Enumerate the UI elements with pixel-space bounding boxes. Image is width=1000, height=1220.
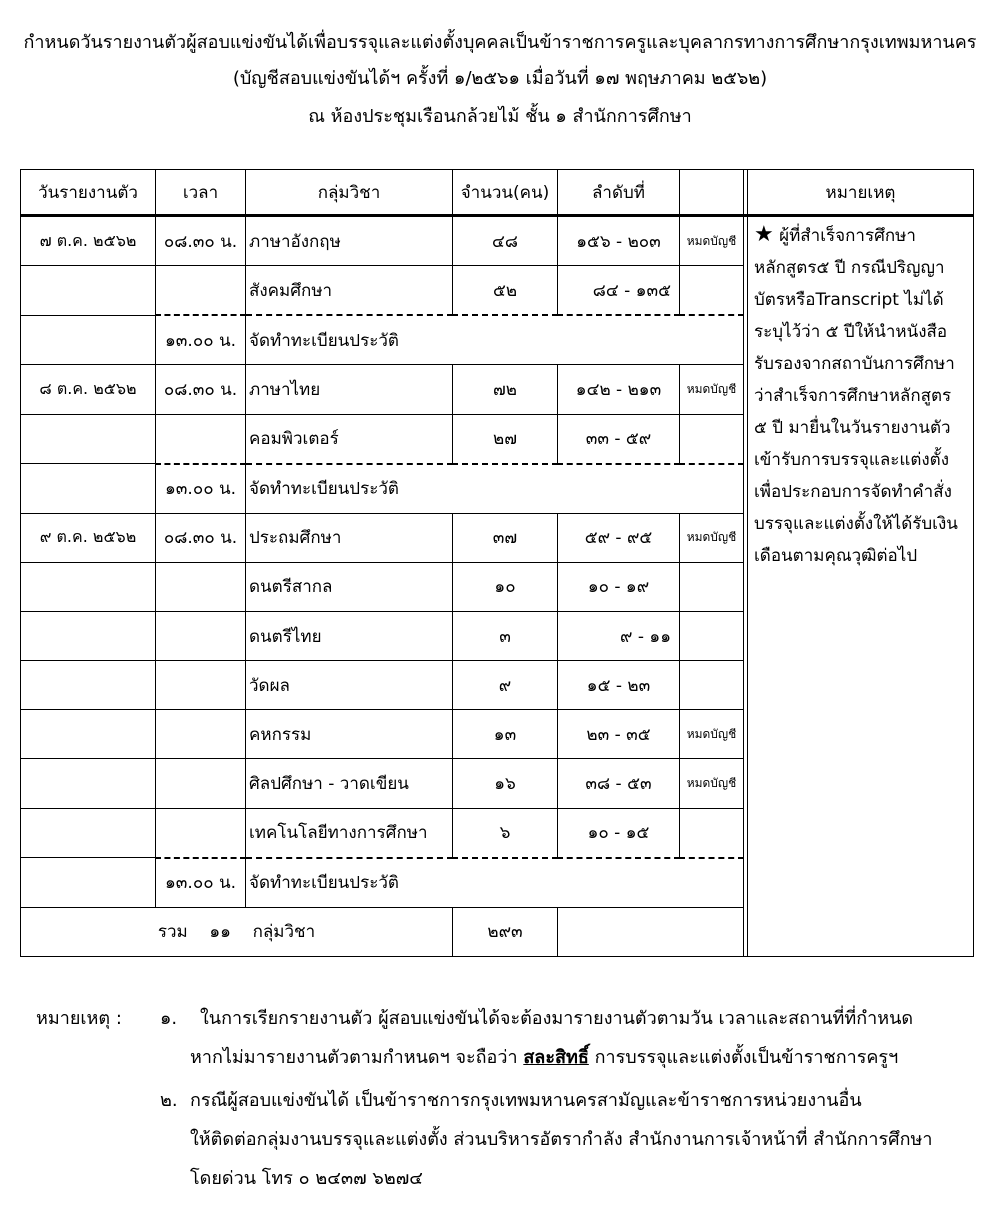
afternoon-activity: จัดทำทะเบียนประวัติ — [246, 315, 744, 365]
report-time: ๐๘.๓๐ น. — [156, 216, 246, 266]
report-date: ๘ ต.ค. ๒๕๖๒ — [21, 365, 156, 414]
subject-name: วัดผล — [246, 661, 453, 710]
footnote-label: หมายเหตุ : — [36, 1008, 122, 1029]
rank-range: ๑๕๖ - ๒๐๓ — [558, 216, 680, 266]
rank-range: ๑๐ - ๑๙ — [558, 562, 680, 611]
col-header-date: วันรายงานตัว — [21, 170, 156, 216]
rank-range: ๙ - ๑๑ — [558, 612, 680, 661]
candidate-count: ๑๖ — [453, 759, 558, 808]
title-line-3: ณ ห้องประชุมเรือนกล้วยไม้ ชั้น ๑ สำนักการศึกษา — [308, 106, 692, 127]
candidate-count: ๑๓ — [453, 710, 558, 759]
report-date: ๗ ต.ค. ๒๕๖๒ — [21, 216, 156, 266]
list-exhausted-remark — [680, 414, 744, 464]
subject-name: ภาษาไทย — [246, 365, 453, 414]
subject-name: ศิลปศึกษา - วาดเขียน — [246, 759, 453, 808]
candidate-count: ๑๐ — [453, 562, 558, 611]
footnote-1-line-2 — [190, 1045, 898, 1071]
col-header-time: เวลา — [156, 170, 246, 216]
footnote-1-text-a: หากไม่มารายงานตัวตามกำหนดฯ จะถือว่า — [190, 1047, 518, 1068]
total-blank — [558, 907, 974, 956]
note-cell — [748, 216, 974, 957]
list-exhausted-remark — [680, 562, 744, 611]
footnote-2-number: ๒. — [160, 1090, 178, 1111]
footnote-2-line-2: ให้ติดต่อกลุ่มงานบรรจุและแต่งตั้ง ส่วนบริหารอัตรากำลัง สำนักงานการเจ้าหน้าที่ สำนักการศึกษา — [190, 1129, 933, 1150]
rank-range: ๑๐ - ๑๕ — [558, 808, 680, 858]
subject-name: ประถมศึกษา — [246, 513, 453, 562]
candidate-count: ๗๒ — [453, 365, 558, 414]
report-time: ๐๘.๓๐ น. — [156, 513, 246, 562]
list-exhausted-remark: หมดบัญชี — [680, 365, 744, 414]
title-line-2: (บัญชีสอบแข่งขันได้ฯ ครั้งที่ ๑/๒๕๖๑ เมื่อวันที่ ๑๗ พฤษภาคม ๒๕๖๒) — [232, 68, 768, 89]
report-date: ๙ ต.ค. ๒๕๖๒ — [21, 513, 156, 562]
total-sum-label: รวม — [157, 922, 188, 943]
col-header-count: จำนวน(คน) — [453, 170, 558, 216]
note-text: ผู้ที่สำเร็จการศึกษาหลักสูตร๕ ปี กรณีปริญญาบัตรหรือTranscript ไม่ได้ระบุไว้ว่า ๕ ปีให้นำหนังสือรับรองจากสถาบันการศึกษาว่าสำเร็จการศึกษาหลักสูตร ๕ ปี มายื่นในวันรายงานตัวเข้ารับการบรรจุและแต่งตั้งเพื่อประกอบการจัดทำคำสั่งบรรจุและแต่งตั้งให้ได้รับเงินเดือนตามคุณวุฒิต่อไป — [754, 226, 958, 566]
candidate-count: ๓๗ — [453, 513, 558, 562]
subject-name: เทคโนโลยีทางการศึกษา — [246, 808, 453, 858]
star-icon: ★ — [754, 222, 774, 247]
afternoon-activity: จัดทำทะเบียนประวัติ — [246, 858, 744, 908]
col-header-range: ลำดับที่ — [558, 170, 680, 216]
candidate-count: ๒๗ — [453, 414, 558, 464]
total-count: ๒๙๓ — [453, 907, 558, 956]
forfeit-emphasis: สละสิทธิ์ — [523, 1047, 589, 1068]
afternoon-time: ๑๓.๐๐ น. — [156, 464, 246, 514]
footnote-1-number: ๑. — [160, 1008, 178, 1029]
rank-range: ๑๕ - ๒๓ — [558, 661, 680, 710]
candidate-count: ๖ — [453, 808, 558, 858]
col-header-subject: กลุ่มวิชา — [246, 170, 453, 216]
footnote-1-text-c: การบรรจุและแต่งตั้งเป็นข้าราชการครูฯ — [594, 1047, 899, 1068]
list-exhausted-remark: หมดบัญชี — [680, 513, 744, 562]
total-label — [21, 907, 453, 956]
footnote-2-line-3: โดยด่วน โทร ๐ ๒๔๓๗ ๖๒๗๔ — [190, 1168, 423, 1189]
subject-name: ดนตรีไทย — [246, 612, 453, 661]
schedule-table — [20, 169, 974, 957]
list-exhausted-remark — [680, 808, 744, 858]
footnote-1-line-1: ในการเรียกรายงานตัว ผู้สอบแข่งขันได้จะต้องมารายงานตัวตามวัน เวลาและสถานที่ที่กำหนด — [200, 1008, 914, 1029]
afternoon-time: ๑๓.๐๐ น. — [156, 858, 246, 908]
afternoon-activity: จัดทำทะเบียนประวัติ — [246, 464, 744, 514]
total-group-count: ๑๑ — [209, 922, 231, 943]
subject-name: คหกรรม — [246, 710, 453, 759]
title-line-1: กำหนดวันรายงานตัวผู้สอบแข่งขันได้เพื่อบรรจุและแต่งตั้งบุคคลเป็นข้าราชการครูและบุคลากรทางการศึกษากรุงเทพมหานคร — [23, 32, 977, 53]
list-exhausted-remark: หมดบัญชี — [680, 710, 744, 759]
candidate-count: ๓ — [453, 612, 558, 661]
candidate-count: ๔๘ — [453, 216, 558, 266]
list-exhausted-remark — [680, 612, 744, 661]
subject-name: คอมพิวเตอร์ — [246, 414, 453, 464]
list-exhausted-remark — [680, 661, 744, 710]
table-row — [21, 216, 974, 266]
subject-name: สังคมศึกษา — [246, 266, 453, 316]
col-header-note: หมายเหตุ — [748, 170, 974, 216]
rank-range: ๕๙ - ๙๕ — [558, 513, 680, 562]
footnote-2-line-1: กรณีผู้สอบแข่งขันได้ เป็นข้าราชการกรุงเทพมหานครสามัญและข้าราชการหน่วยงานอื่น — [190, 1090, 862, 1111]
rank-range: ๑๔๒ - ๒๑๓ — [558, 365, 680, 414]
rank-range: ๒๓ - ๓๕ — [558, 710, 680, 759]
candidate-count: ๕๒ — [453, 266, 558, 316]
total-group-label: กลุ่มวิชา — [252, 922, 316, 943]
list-exhausted-remark: หมดบัญชี — [680, 216, 744, 266]
subject-name: ดนตรีสากล — [246, 562, 453, 611]
subject-name: ภาษาอังกฤษ — [246, 216, 453, 266]
report-time: ๐๘.๓๐ น. — [156, 365, 246, 414]
list-exhausted-remark: หมดบัญชี — [680, 759, 744, 808]
candidate-count: ๙ — [453, 661, 558, 710]
rank-range: ๘๔ - ๑๓๕ — [558, 266, 680, 316]
total-row — [21, 907, 974, 956]
afternoon-time: ๑๓.๐๐ น. — [156, 315, 246, 365]
rank-range: ๓๓ - ๕๙ — [558, 414, 680, 464]
list-exhausted-remark — [680, 266, 744, 316]
header-row — [21, 170, 974, 216]
rank-range: ๓๘ - ๕๓ — [558, 759, 680, 808]
col-header-blank — [680, 170, 744, 216]
